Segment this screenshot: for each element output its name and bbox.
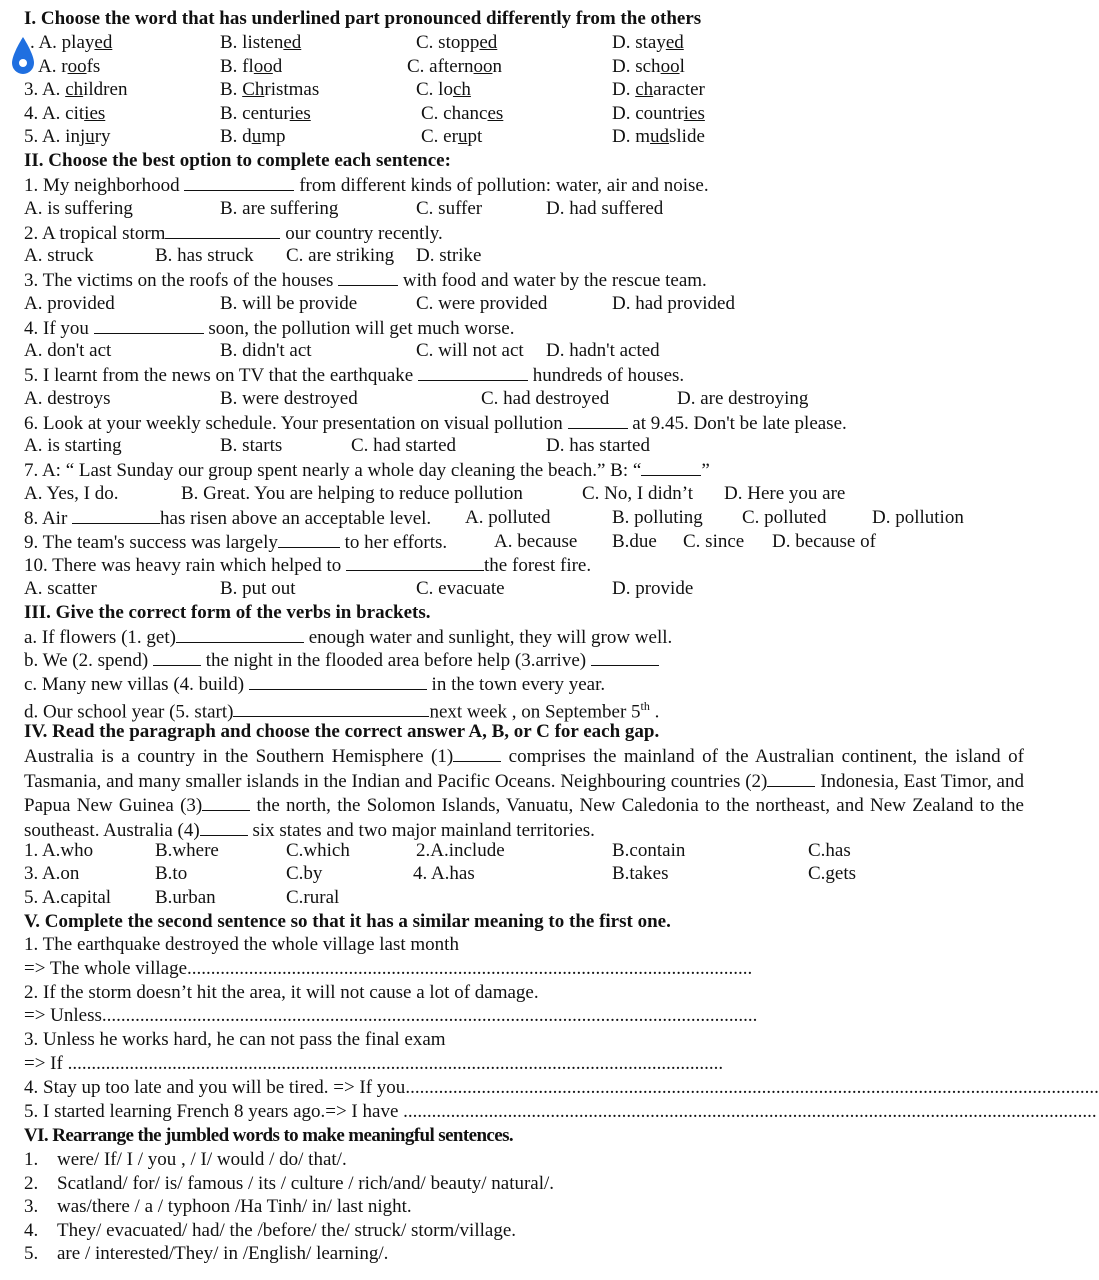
verb-item-b: b. We (2. spend) the night in the flooded area before help (3.arrive): [24, 648, 659, 672]
answer-option[interactable]: A. scatter: [24, 578, 97, 599]
pronunciation-option: D. stayed: [612, 32, 684, 53]
answer-option[interactable]: A. struck: [24, 245, 94, 266]
question-2: 2. A tropical storm our country recently.: [24, 223, 443, 244]
answer-option[interactable]: C. No, I didn’t: [582, 483, 694, 504]
answer-option[interactable]: A. because: [494, 531, 578, 552]
answer-option[interactable]: B.contain: [612, 840, 686, 861]
verb-item-d: d. Our school year (5. start) next week , on September 5th .: [24, 699, 660, 723]
answer-option[interactable]: B. will be provide: [220, 293, 358, 314]
answer-option[interactable]: D. are destroying: [677, 388, 809, 409]
answer-option[interactable]: B.urban: [155, 887, 216, 908]
jumble-words: Scatland/ for/ is/ famous / its / culture / rich/and/ beauty/ natural/.: [57, 1172, 555, 1194]
answer-option[interactable]: B. Great. You are helping to reduce pollution: [181, 483, 523, 504]
rewrite-2-answer: => Unless..........................................................................................................................................: [24, 1005, 758, 1026]
rewrite-2-original: 2. If the storm doesn’t hit the area, it will not cause a lot of damage.: [24, 982, 539, 1003]
answer-option[interactable]: B. were destroyed: [220, 388, 358, 409]
answer-option[interactable]: B. put out: [220, 578, 296, 599]
answer-option[interactable]: D. strike: [416, 245, 482, 266]
answer-option[interactable]: 4. A.has: [413, 863, 475, 884]
answer-option[interactable]: 1. A.who: [24, 840, 94, 861]
answer-option[interactable]: D. Here you are: [724, 483, 846, 504]
section-5-title: V. Complete the second sentence so that it has a similar meaning to the first one.: [24, 911, 671, 932]
answer-option[interactable]: A. is suffering: [24, 198, 133, 219]
pronunciation-option: 5. A. injury: [24, 126, 111, 147]
jumble-words: was/there / a / typhoon /Ha Tinh/ in/ last night.: [57, 1196, 412, 1218]
answer-option[interactable]: D. had provided: [612, 293, 735, 314]
question-4: 4. If you soon, the pollution will get much worse.: [24, 318, 515, 339]
pronunciation-option: B. Christmas: [220, 79, 320, 100]
answer-option[interactable]: B.where: [155, 840, 219, 861]
verb-item-c: c. Many new villas (4. build) in the town every year.: [24, 674, 606, 695]
question-10: 10. There was heavy rain which helped to the forest fire.: [24, 555, 592, 576]
answer-option[interactable]: D. has started: [546, 435, 650, 456]
question-8: 8. Air has risen above an acceptable level.: [24, 508, 432, 529]
answer-option[interactable]: A. provided: [24, 293, 115, 314]
verb-item-a: a. If flowers (1. get) enough water and sunlight, they will grow well.: [24, 627, 673, 648]
pronunciation-option: 3. A. children: [24, 79, 128, 100]
pronunciation-option: D. mudslide: [612, 126, 705, 147]
section-6-title: VI. Rearrange the jumbled words to make meaningful sentences.: [24, 1125, 514, 1146]
answer-option[interactable]: C.has: [808, 840, 851, 861]
answer-option[interactable]: B. are suffering: [220, 198, 339, 219]
pronunciation-option: C. erupt: [421, 126, 483, 147]
answer-option[interactable]: D. because of: [772, 531, 876, 552]
section-1-title: I. Choose the word that has underlined part pronounced differently from the others: [24, 8, 702, 29]
answer-option[interactable]: B.due: [612, 531, 657, 552]
answer-option[interactable]: 3. A.on: [24, 863, 80, 884]
question-1: 1. My neighborhood from different kinds of pollution: water, air and noise.: [24, 175, 709, 196]
jumble-words: They/ evacuated/ had/ the /before/ the/ struck/ storm/village.: [57, 1219, 517, 1241]
answer-option[interactable]: B. has struck: [155, 245, 254, 266]
answer-option[interactable]: A. is starting: [24, 435, 122, 456]
rewrite-4: 4. Stay up too late and you will be tired. => If you..................................................................................................................................................: [24, 1077, 1099, 1098]
section-4-title: IV. Read the paragraph and choose the correct answer A, B, or C for each gap.: [24, 721, 660, 742]
answer-option[interactable]: A. Yes, I do.: [24, 483, 119, 504]
answer-option[interactable]: A. polluted: [465, 507, 551, 528]
rewrite-3-original: 3. Unless he works hard, he can not pass the final exam: [24, 1029, 446, 1050]
pronunciation-option: D. countries: [612, 103, 705, 124]
rewrite-1-answer: => The whole village.......................................................................................................................: [24, 958, 753, 979]
section-2-title: II. Choose the best option to complete each sentence:: [24, 150, 451, 171]
pronunciation-option: B. centuries: [220, 103, 311, 124]
answer-option[interactable]: C. suffer: [416, 198, 483, 219]
answer-option[interactable]: C. were provided: [416, 293, 548, 314]
answer-option[interactable]: B. didn't act: [220, 340, 312, 361]
jumble-words: are / interested/They/ in /English/ learning/.: [57, 1243, 389, 1265]
question-9: 9. The team's success was largely to her efforts.: [24, 532, 448, 553]
rewrite-5: 5. I started learning French 8 years ago.=> I have ..................................................................................................................................................: [24, 1101, 1097, 1122]
pronunciation-option: C. loch: [416, 79, 471, 100]
pronunciation-option: D. school: [612, 56, 685, 77]
answer-option[interactable]: D. hadn't acted: [546, 340, 660, 361]
jumble-number: 3.: [24, 1196, 39, 1218]
section-3-title: III. Give the correct form of the verbs in brackets.: [24, 602, 431, 623]
jumble-number: 5.: [24, 1243, 39, 1265]
pronunciation-option: C. stopped: [416, 32, 498, 53]
answer-option[interactable]: C. are striking: [286, 245, 395, 266]
answer-option[interactable]: B. polluting: [612, 507, 703, 528]
pronunciation-option: D. character: [612, 79, 705, 100]
reading-paragraph: Australia is a country in the Southern Hemisphere (1) comprises the mainland of the Australian continent, the island of Tasmania, and many smaller islands in the Indian and Pacific Oceans. Neighbouring countries (2) Indonesia, East Timor, and Papua New Guinea (3) the north, the Solomon Islands, Vanuatu, New Caledonia to the northeast, and New Zealand to the southeast. Australia (4) six states and two major mainland territories.: [24, 746, 1024, 841]
pronunciation-option: A. roofs: [38, 56, 101, 77]
pronunciation-option: B. dump: [220, 126, 286, 147]
answer-option[interactable]: A. don't act: [24, 340, 112, 361]
answer-option[interactable]: C.rural: [286, 887, 340, 908]
answer-option[interactable]: D. pollution: [872, 507, 964, 528]
jumble-words: were/ If/ I / you , / I/ would / do/ that/.: [57, 1149, 347, 1170]
question-7: 7. A: “ Last Sunday our group spent nearly a whole day cleaning the beach.” B: “ ”: [24, 460, 710, 481]
answer-option[interactable]: C. had started: [351, 435, 457, 456]
pronunciation-option: B. flood: [220, 56, 283, 77]
answer-option[interactable]: 2.A.include: [416, 840, 505, 861]
pronunciation-option: C. chances: [421, 103, 504, 124]
pronunciation-option: . A. played: [30, 32, 113, 53]
answer-option[interactable]: D. provide: [612, 578, 694, 599]
rewrite-1-original: 1. The earthquake destroyed the whole village last month: [24, 934, 459, 955]
answer-option[interactable]: A. destroys: [24, 388, 111, 409]
answer-option[interactable]: C.by: [286, 863, 323, 884]
question-5: 5. I learnt from the news on TV that the earthquake hundreds of houses.: [24, 365, 685, 386]
answer-option[interactable]: B.takes: [612, 863, 669, 884]
jumble-number: 4.: [24, 1219, 39, 1241]
question-3: 3. The victims on the roofs of the houses with food and water by the rescue team.: [24, 270, 707, 291]
answer-option[interactable]: 5. A.capital: [24, 887, 112, 908]
rewrite-3-answer: => If ..........................................................................................................................................: [24, 1053, 724, 1074]
answer-option[interactable]: C. polluted: [742, 507, 827, 528]
question-6: 6. Look at your weekly schedule. Your presentation on visual pollution at 9.45. Don't be late please.: [24, 413, 847, 434]
pronunciation-option: C. afternoon: [407, 56, 502, 77]
pronunciation-option: B. listened: [220, 32, 302, 53]
answer-option[interactable]: C. evacuate: [416, 578, 505, 599]
answer-option[interactable]: C.gets: [808, 863, 857, 884]
jumble-number: 2.: [24, 1172, 39, 1194]
pronunciation-option: 4. A. cities: [24, 103, 106, 124]
answer-option[interactable]: C. had destroyed: [481, 388, 610, 409]
answer-option[interactable]: D. had suffered: [546, 198, 664, 219]
jumble-number: 1.: [24, 1149, 39, 1170]
answer-option[interactable]: B.to: [155, 863, 188, 884]
answer-option[interactable]: C. will not act: [416, 340, 524, 361]
answer-option[interactable]: C. since: [683, 531, 745, 552]
answer-option[interactable]: C.which: [286, 840, 350, 861]
answer-option[interactable]: B. starts: [220, 435, 283, 456]
